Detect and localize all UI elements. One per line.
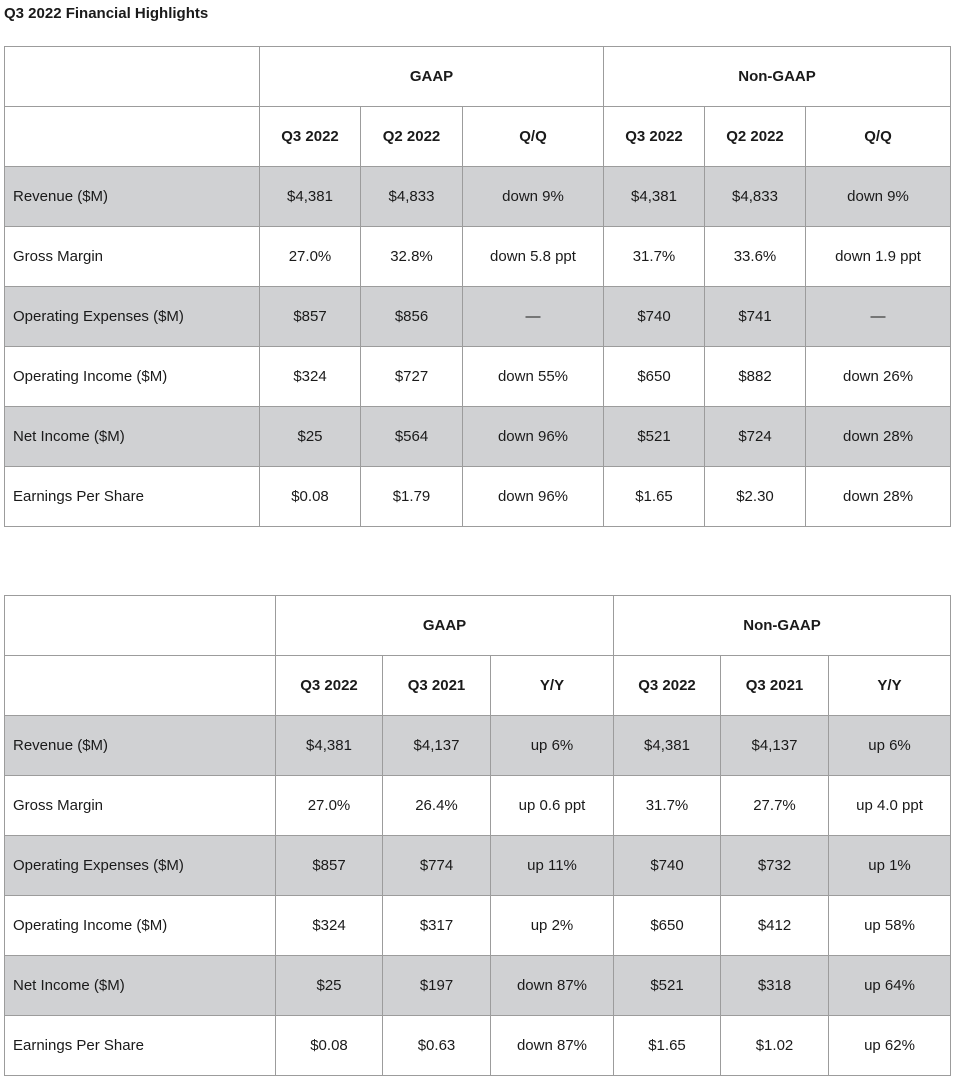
column-header: Q3 2022 xyxy=(260,107,361,167)
table-cell: 27.0% xyxy=(260,227,361,287)
table-cell: $521 xyxy=(614,956,721,1016)
group-header-non-gaap: Non-GAAP xyxy=(614,596,951,656)
table-cell: — xyxy=(806,287,951,347)
row-label: Earnings Per Share xyxy=(5,467,260,527)
table-cell: $1.79 xyxy=(361,467,463,527)
table-cell: $4,381 xyxy=(604,167,705,227)
table-row xyxy=(5,956,951,1016)
table-cell: — xyxy=(463,287,604,347)
column-header: Q2 2022 xyxy=(361,107,463,167)
group-header-row xyxy=(5,596,951,656)
table-row xyxy=(5,896,951,956)
table-cell: $197 xyxy=(383,956,491,1016)
column-header: Q/Q xyxy=(806,107,951,167)
table-cell: $774 xyxy=(383,836,491,896)
table-cell: 27.0% xyxy=(276,776,383,836)
column-header: Q3 2022 xyxy=(276,656,383,716)
table-cell: $4,381 xyxy=(614,716,721,776)
quarter-over-quarter-table xyxy=(4,46,951,527)
table-row xyxy=(5,287,951,347)
table-cell: up 0.6 ppt xyxy=(491,776,614,836)
table-cell: down 9% xyxy=(806,167,951,227)
table-cell: down 87% xyxy=(491,1016,614,1076)
table-cell: $856 xyxy=(361,287,463,347)
table-cell: $4,833 xyxy=(361,167,463,227)
table-cell: down 1.9 ppt xyxy=(806,227,951,287)
table-cell: $4,381 xyxy=(260,167,361,227)
table-cell: $882 xyxy=(705,347,806,407)
table-cell: $564 xyxy=(361,407,463,467)
table-cell: 27.7% xyxy=(721,776,829,836)
table-cell: $25 xyxy=(276,956,383,1016)
table-cell: up 11% xyxy=(491,836,614,896)
row-label: Operating Expenses ($M) xyxy=(5,287,260,347)
table-cell: up 2% xyxy=(491,896,614,956)
table-cell: 32.8% xyxy=(361,227,463,287)
table-cell: up 64% xyxy=(829,956,951,1016)
table-cell: down 96% xyxy=(463,407,604,467)
column-header-row xyxy=(5,107,951,167)
table-row xyxy=(5,347,951,407)
table-cell: $1.65 xyxy=(604,467,705,527)
table-cell: up 6% xyxy=(491,716,614,776)
group-header-gaap: GAAP xyxy=(276,596,614,656)
table-cell: down 96% xyxy=(463,467,604,527)
table-row xyxy=(5,167,951,227)
table-row xyxy=(5,407,951,467)
table-cell: down 5.8 ppt xyxy=(463,227,604,287)
table-cell: $412 xyxy=(721,896,829,956)
table-cell: $1.65 xyxy=(614,1016,721,1076)
table-cell: down 9% xyxy=(463,167,604,227)
table-cell: $650 xyxy=(614,896,721,956)
column-header: Q/Q xyxy=(463,107,604,167)
row-label: Earnings Per Share xyxy=(5,1016,276,1076)
table-cell: $0.08 xyxy=(260,467,361,527)
table-cell: up 58% xyxy=(829,896,951,956)
table-cell: $857 xyxy=(260,287,361,347)
table-cell: $317 xyxy=(383,896,491,956)
column-header-row xyxy=(5,656,951,716)
table-row xyxy=(5,776,951,836)
table-cell: down 26% xyxy=(806,347,951,407)
table-cell: $650 xyxy=(604,347,705,407)
corner-cell xyxy=(5,596,276,656)
row-label: Net Income ($M) xyxy=(5,407,260,467)
row-label: Operating Income ($M) xyxy=(5,347,260,407)
row-label: Net Income ($M) xyxy=(5,956,276,1016)
table-cell: $727 xyxy=(361,347,463,407)
table-row xyxy=(5,716,951,776)
column-header: Q3 2021 xyxy=(383,656,491,716)
table-cell: $324 xyxy=(276,896,383,956)
column-header: Q3 2022 xyxy=(604,107,705,167)
row-label: Gross Margin xyxy=(5,776,276,836)
table-cell: $740 xyxy=(614,836,721,896)
group-header-non-gaap: Non-GAAP xyxy=(604,47,951,107)
column-header: Q2 2022 xyxy=(705,107,806,167)
table-cell: $732 xyxy=(721,836,829,896)
column-header: Q3 2022 xyxy=(614,656,721,716)
table-cell: $2.30 xyxy=(705,467,806,527)
table-cell: $741 xyxy=(705,287,806,347)
table-cell: $25 xyxy=(260,407,361,467)
row-label: Operating Expenses ($M) xyxy=(5,836,276,896)
table-cell: $318 xyxy=(721,956,829,1016)
table-row xyxy=(5,467,951,527)
table-cell: $4,833 xyxy=(705,167,806,227)
table-cell: $0.08 xyxy=(276,1016,383,1076)
table-cell: up 4.0 ppt xyxy=(829,776,951,836)
table-cell: $4,381 xyxy=(276,716,383,776)
table-cell: down 87% xyxy=(491,956,614,1016)
table-cell: $324 xyxy=(260,347,361,407)
table-cell: $740 xyxy=(604,287,705,347)
column-header: Q3 2021 xyxy=(721,656,829,716)
row-label: Gross Margin xyxy=(5,227,260,287)
corner-cell xyxy=(5,47,260,107)
table-cell: $724 xyxy=(705,407,806,467)
table-cell: $857 xyxy=(276,836,383,896)
table-cell: up 1% xyxy=(829,836,951,896)
column-header: Y/Y xyxy=(829,656,951,716)
table-cell: down 28% xyxy=(806,467,951,527)
table-cell: up 6% xyxy=(829,716,951,776)
column-header: Y/Y xyxy=(491,656,614,716)
table-cell: up 62% xyxy=(829,1016,951,1076)
corner-cell xyxy=(5,656,276,716)
table-cell: $0.63 xyxy=(383,1016,491,1076)
table-row xyxy=(5,836,951,896)
page-title: Q3 2022 Financial Highlights xyxy=(4,5,209,22)
row-label: Revenue ($M) xyxy=(5,716,276,776)
group-header-gaap: GAAP xyxy=(260,47,604,107)
table-cell: $4,137 xyxy=(721,716,829,776)
table-cell: 31.7% xyxy=(614,776,721,836)
table-row xyxy=(5,1016,951,1076)
table-cell: $521 xyxy=(604,407,705,467)
table-cell: down 55% xyxy=(463,347,604,407)
table-row xyxy=(5,227,951,287)
table-cell: 31.7% xyxy=(604,227,705,287)
row-label: Revenue ($M) xyxy=(5,167,260,227)
year-over-year-table xyxy=(4,595,951,1076)
row-label: Operating Income ($M) xyxy=(5,896,276,956)
table-cell: down 28% xyxy=(806,407,951,467)
table-cell: 33.6% xyxy=(705,227,806,287)
corner-cell xyxy=(5,107,260,167)
table-cell: $1.02 xyxy=(721,1016,829,1076)
table-cell: 26.4% xyxy=(383,776,491,836)
group-header-row xyxy=(5,47,951,107)
table-cell: $4,137 xyxy=(383,716,491,776)
